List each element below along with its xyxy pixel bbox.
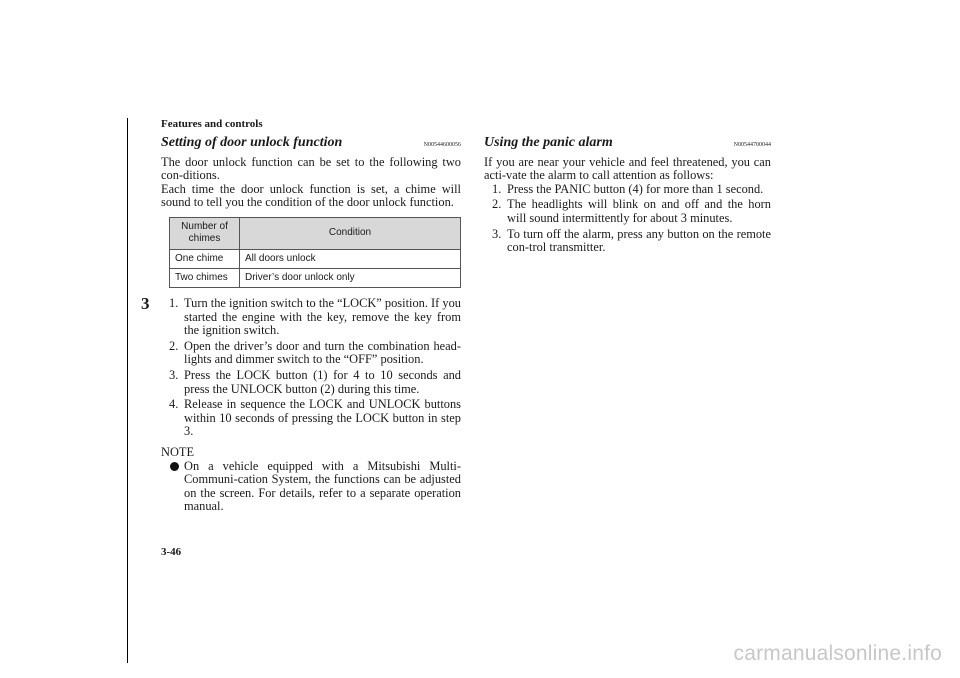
right-column bbox=[484, 136, 771, 257]
step-number: 4. bbox=[169, 397, 179, 412]
left-column bbox=[161, 136, 461, 514]
note-text: On a vehicle equipped with a Mitsubishi Multi-Communi-cation System, the functions can be adjusted on the screen. For details, refer to a separate operation manual. bbox=[184, 458, 461, 514]
watermark: carmanualsonline.info bbox=[733, 642, 942, 665]
list-item bbox=[161, 398, 461, 439]
table-cell: One chime bbox=[170, 249, 240, 268]
panic-alarm-heading-row bbox=[484, 136, 771, 153]
table-cell: Two chimes bbox=[170, 268, 240, 287]
door-unlock-intro-2: Each time the door unlock function is set, a chime will sound to tell you the condition of the door unlock function. bbox=[161, 181, 461, 210]
table-header-row bbox=[170, 217, 461, 249]
step-text: To turn off the alarm, press any button on the remote con-trol transmitter. bbox=[507, 226, 771, 255]
list-item bbox=[161, 369, 461, 396]
step-number: 3. bbox=[492, 226, 502, 241]
step-text: Open the driver’s door and turn the combination head-lights and dimmer switch to the “OFF” position. bbox=[184, 338, 461, 367]
section-header: Features and controls bbox=[161, 118, 263, 130]
page-number: 3-46 bbox=[161, 546, 182, 558]
door-unlock-code: N00544600056 bbox=[423, 142, 461, 148]
list-item bbox=[484, 228, 771, 255]
chapter-number: 3 bbox=[141, 294, 150, 313]
step-number: 1. bbox=[169, 295, 179, 310]
table-header-chimes: Number of chimes bbox=[170, 217, 240, 249]
table-row bbox=[170, 268, 461, 287]
note-item bbox=[161, 460, 461, 514]
door-unlock-steps bbox=[161, 297, 461, 439]
step-number: 3. bbox=[169, 367, 179, 382]
note-label: NOTE bbox=[161, 444, 195, 459]
list-item bbox=[161, 297, 461, 338]
step-text: Turn the ignition switch to the “LOCK” position. If you started the engine with the key, remove the key from the ignition switch. bbox=[184, 295, 461, 338]
list-item bbox=[161, 340, 461, 367]
door-unlock-intro-1: The door unlock function can be set to the following two con-ditions. bbox=[161, 154, 461, 183]
chapter-divider-line bbox=[127, 118, 128, 663]
table-cell: Driver’s door unlock only bbox=[240, 268, 461, 287]
list-item bbox=[484, 198, 771, 225]
step-text: Release in sequence the LOCK and UNLOCK buttons within 10 seconds of pressing the LOCK button in step 3. bbox=[184, 397, 461, 439]
step-number: 2. bbox=[169, 338, 179, 353]
chime-condition-table bbox=[169, 217, 461, 288]
step-text: Press the LOCK button (1) for 4 to 10 seconds and press the UNLOCK button (2) during this time. bbox=[184, 367, 461, 396]
door-unlock-heading-row bbox=[161, 136, 461, 153]
step-text: Press the PANIC button (4) for more than 1 second. bbox=[507, 181, 764, 196]
step-text: The headlights will blink on and off and the horn will sound intermittently for about 3 minutes. bbox=[507, 197, 771, 225]
list-item bbox=[484, 183, 771, 197]
table-header-condition: Condition bbox=[240, 217, 461, 249]
step-number: 1. bbox=[492, 181, 502, 196]
panic-alarm-intro: If you are near your vehicle and feel threatened, you can acti-vate the alarm to call attention as follows: bbox=[484, 154, 771, 183]
panic-alarm-title: Using the panic alarm bbox=[484, 135, 613, 150]
panic-alarm-code: N00544700044 bbox=[733, 142, 771, 148]
table-row bbox=[170, 249, 461, 268]
step-number: 2. bbox=[492, 197, 502, 212]
door-unlock-title: Setting of door unlock function bbox=[161, 135, 343, 150]
bullet-icon bbox=[170, 462, 179, 471]
table-cell: All doors unlock bbox=[240, 249, 461, 268]
panic-alarm-steps bbox=[484, 183, 771, 255]
